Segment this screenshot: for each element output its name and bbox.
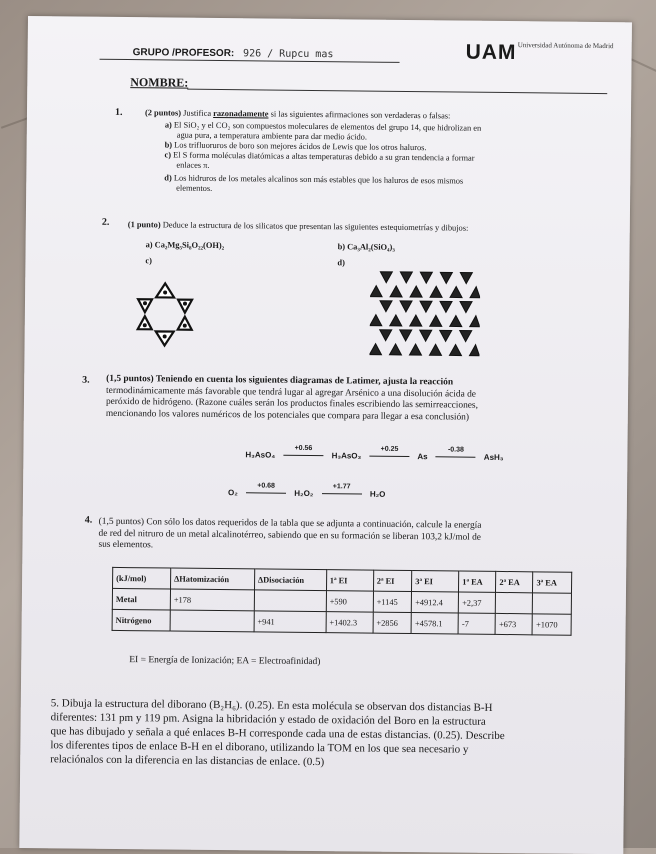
q2-intro: (1 punto) Deduce la estructura de los silicatos que presentan las siguientes estequiometrías y dibujos:: [127, 220, 469, 233]
table-cell: [533, 593, 572, 614]
table-header-cell: (kJ/mol): [113, 567, 171, 589]
group-value-handwritten: 926 / Rupcu mas: [243, 48, 334, 61]
q1-item-b: b) Los trifluoruros de boro son mejores ácidos de Lewis que los otros haluros.: [164, 140, 427, 153]
header-rule: [100, 59, 400, 63]
table-cell: +4578.1: [411, 613, 458, 634]
species-h3aso4: H₃AsO₄: [245, 450, 276, 460]
q5-text: [50, 696, 611, 772]
table-cell: Nitrógeno: [112, 609, 170, 631]
table-cell: Metal: [112, 588, 170, 610]
q5-line-1: 5. Dibuja la estructura del diborano (B₂H₆). (0.25). En esta molécula se observan dos distancias B-H: [50, 697, 493, 714]
q5-line-2: diferentes: 131 pm y 119 pm. Asigna la hibridación y estado de oxidación del Boro en la estructura: [50, 711, 486, 728]
q1-item-c2: enlaces π.: [176, 160, 210, 170]
group-label: GRUPO /PROFESOR:: [132, 47, 235, 60]
table-cell: +4912.4: [412, 592, 459, 613]
potential-value: +0.56: [294, 445, 313, 453]
table-cell: +178: [170, 589, 254, 611]
exam-sheet: [19, 16, 632, 854]
q1-number: 1.: [114, 106, 123, 118]
table-cell: [254, 590, 326, 612]
potential-value: +0.25: [380, 446, 399, 454]
potential-arrow: [246, 482, 286, 494]
species-h2o: H₂O: [369, 489, 386, 499]
table-cell: +941: [254, 611, 326, 633]
energy-data-table: [112, 567, 573, 636]
table-cell: +1070: [532, 614, 571, 635]
species-h3aso3: H₃AsO₃: [331, 451, 362, 461]
species-h2o2: H₂O₂: [294, 488, 314, 499]
potential-value: +0.68: [257, 482, 275, 491]
cyclosilicate-ring-drawing: [130, 279, 201, 350]
q1-item-d2: elementos.: [176, 183, 213, 193]
q4-number: 4.: [84, 514, 93, 526]
table-header-cell: ΔHatomización: [170, 568, 254, 590]
table-header-cell: 3ª EI: [412, 571, 459, 592]
potential-arrow: [322, 483, 362, 494]
q3-text: [106, 374, 606, 425]
table-cell: [170, 610, 254, 632]
table-cell: +2,37: [459, 592, 496, 613]
sheet-silicate-drawing: [369, 267, 480, 368]
q4-line-2: de red del nitruro de un metal alcalinotérreo, sabiendo que en su formación se liberan 103,2 kJ/mol de: [98, 528, 482, 543]
q2-d: d): [337, 258, 345, 268]
potential-value: +1.77: [332, 483, 351, 491]
q1-item-a2: agua pura, a temperatura ambiente para dar medio ácido.: [176, 130, 368, 142]
table-cell: +590: [326, 591, 373, 612]
q3-line-2: termodinámicamente más favorable que tendrá lugar al agregar Arsénico a una disolución ácida de: [106, 385, 477, 400]
q1-item-d1: d) Los hidruros de los metales alcalinos son más estables que los haluros de esos mismos: [164, 173, 464, 186]
q1-intro: (2 puntos) Justifica razonadamente si las siguientes afirmaciones son verdaderas o falsas:: [144, 108, 451, 121]
table-header-cell: 2ª EI: [373, 570, 412, 591]
table-cell: +1145: [373, 591, 412, 612]
q1-item-a1: a) El SiO₂ y el CO₂ son compuestos moleculares de elementos del grupo 14, que hidrolizan en: [164, 120, 482, 133]
potential-arrow: [436, 446, 476, 458]
q3-line-3: peróxido de hidrógeno. (Razone cuáles serán los productos finales escribiendo las semirreacciones,: [105, 396, 479, 411]
q2-b: b) Ca₃Al₂(SiO₄)₃: [337, 242, 395, 252]
q5-line-5: relaciónalos con la diferencia en las distancias de enlace. (0.5): [50, 753, 325, 769]
group-professor: [133, 47, 334, 60]
potential-arrow: [283, 445, 323, 456]
table-cell: +1402.3: [326, 612, 373, 633]
q1-item-c1: c) El S forma moléculas diatómicas a altas temperaturas debido a su gran tendencia a formar: [164, 150, 475, 163]
species-ash3: AsH₃: [483, 452, 504, 463]
q5-line-4: los diferentes tipos de enlace B-H en el diborano, utilizando la TOM en los que sea necesario y: [50, 739, 469, 756]
uam-logo-subtitle: Universidad Autónoma de Madrid: [517, 41, 614, 51]
table-cell: +2856: [373, 612, 412, 633]
q5-line-3: que has dibujado y señala a qué enlaces B-H corresponde cada una de estas distancias. (0.25). Describe: [50, 725, 505, 743]
table-header-cell: 3ª EA: [533, 572, 572, 593]
potential-arrow: [369, 446, 409, 457]
q3-line-4: mencionando los valores numéricos de los potenciales que compara para llegar a esa conclusión): [105, 408, 470, 423]
table-header-cell: ΔDisociación: [254, 569, 326, 591]
table-header-cell: 1ª EI: [326, 570, 373, 591]
table-cell: +673: [495, 613, 532, 634]
q1-items: [164, 120, 595, 197]
q2-c: c): [145, 256, 153, 266]
species-as: As: [417, 452, 428, 462]
species-o2: O₂: [227, 488, 238, 498]
table-row: [112, 609, 571, 635]
q4-text: [98, 517, 608, 557]
uam-logo: UAM: [465, 40, 517, 65]
potential-value: -0.38: [447, 446, 464, 454]
nombre-label: NOMBRE:: [130, 75, 189, 90]
q2-number: 2.: [101, 216, 110, 228]
latimer-arsenic: [245, 445, 504, 463]
q4-line-1: (1,5 puntos) Con sólo los datos requeridos de la tabla que se adjunta a continuación, calcule la energía: [98, 516, 482, 531]
q3-number: 3.: [82, 374, 90, 386]
table-header-cell: 2ª EA: [496, 571, 533, 592]
table-cell: -7: [458, 613, 495, 634]
q2-a: a) Ca₂Mg₅Si₈O₂₂(OH)₂: [145, 240, 225, 251]
q3-line-1: (1,5 puntos) Teniendo en cuenta los siguientes diagramas de Latimer, ajusta la reacción: [106, 373, 454, 388]
nombre-line: [187, 89, 607, 94]
table-header-cell: 1ª EA: [459, 571, 496, 592]
table-caption: EI = Energía de Ionización; EA = Electroafinidad): [129, 655, 321, 668]
q4-line-3: sus elementos.: [98, 539, 154, 551]
latimer-oxygen: [227, 482, 386, 499]
table-cell: [496, 592, 533, 613]
